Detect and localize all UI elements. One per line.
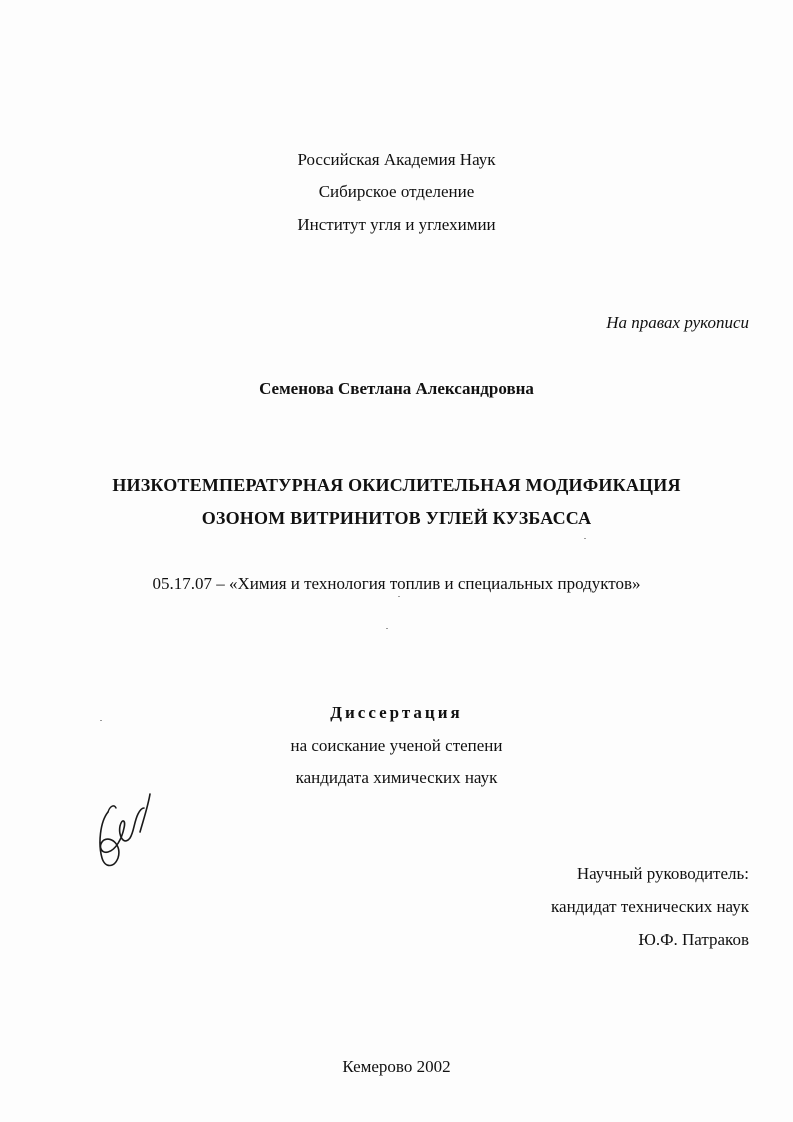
supervisor-label: Научный руководитель: xyxy=(576,864,749,883)
scan-speck xyxy=(584,538,586,539)
org-institute: Институт угля и углехимии xyxy=(297,215,496,234)
rights-note: На правах рукописи xyxy=(606,313,749,332)
thesis-title-line-1: НИЗКОТЕМПЕРАТУРНАЯ ОКИСЛИТЕЛЬНАЯ МОДИФИКАЦИЯ xyxy=(112,475,681,495)
thesis-title-line-2: ОЗОНОМ ВИТРИНИТОВ УГЛЕЙ КУЗБАССА xyxy=(201,508,592,528)
specialty-code: 05.17.07 – «Химия и технология топлив и специальных продуктов» xyxy=(152,574,641,593)
scan-speck xyxy=(100,720,102,721)
place-and-year: Кемерово 2002 xyxy=(342,1057,451,1076)
document-type-heading: Диссертация xyxy=(330,703,463,722)
degree-line-1: на соискание ученой степени xyxy=(290,736,503,755)
scan-speck xyxy=(386,628,388,629)
supervisor-name: Ю.Ф. Патраков xyxy=(638,930,749,949)
handwritten-signature xyxy=(94,788,158,874)
author-name: Семенова Светлана Александровна xyxy=(259,379,534,398)
scan-speck xyxy=(398,596,400,597)
supervisor-title: кандидат технических наук xyxy=(551,897,749,916)
degree-line-2: кандидата химических наук xyxy=(295,768,498,787)
org-academy: Российская Академия Наук xyxy=(297,150,496,169)
org-branch: Сибирское отделение xyxy=(318,182,475,201)
